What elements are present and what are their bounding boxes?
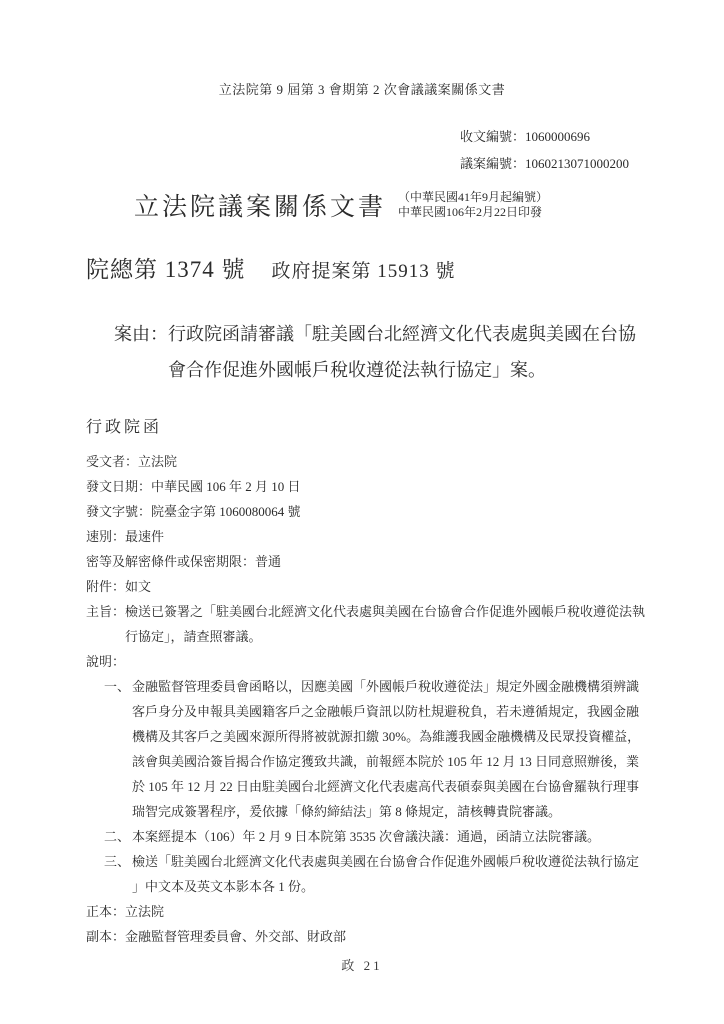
docket-row — [86, 251, 724, 284]
receipt-number: 收文編號：1060000696 — [460, 129, 591, 144]
text-line: 附件：如文 — [86, 579, 152, 594]
item-3-marker: 三、 — [104, 854, 131, 869]
text-line: 密等及解密條件或保密期限：普通 — [86, 554, 282, 569]
text-line: 行政院函請審議「駐美國台北經濟文化代表處與美國在台協 — [168, 324, 636, 344]
item-2-text — [132, 824, 724, 849]
bill-number: 議案編號：1060213071000200 — [460, 156, 630, 171]
text-line: 發文字號：院臺金字第 1060080064 號 — [86, 504, 301, 519]
explanation-item-3 — [104, 849, 724, 899]
case-subject — [114, 316, 724, 388]
text-line: 客戶身分及申報具美國籍客戶之金融帳戶資訊以防杜規避稅負，若未遵循規定，我國金融 — [132, 704, 640, 719]
text-line: 瑞智完成簽署程序，爰依據「條約締結法」第 8 條規定，請核轉貴院審議。 — [132, 804, 562, 819]
letter-subject-text — [125, 599, 724, 649]
explanation-item-2 — [104, 824, 724, 849]
text-line: 行協定」，請查照審議。 — [125, 629, 262, 644]
original-recipient: 正本：立法院 — [86, 904, 165, 919]
item-1-text — [132, 674, 724, 824]
text-line: 會合作促進外國帳戶稅收遵從法執行協定」案。 — [168, 360, 546, 380]
yuan-general-number: 院總第 1374 號 — [86, 257, 246, 282]
text-line: 該會與美國洽簽旨揭合作協定獲致共識，前報經本院於 105 年 12 月 13 日同意照辦後，業 — [132, 754, 640, 769]
text-line: 本案經提本（106）年 2 月 9 日本院第 3535 次會議決議：通過，函請立法院審議。 — [132, 829, 601, 844]
letter-heading: 行政院函 — [86, 419, 163, 436]
document-numbers — [460, 123, 724, 177]
text-line: 檢送「駐美國台北經濟文化代表處與美國在台協會合作促進外國帳戶稅收遵從法執行協定 — [132, 854, 640, 869]
letter-subject-label: 主旨： — [86, 604, 126, 619]
text-line: 受文者：立法院 — [86, 454, 178, 469]
government-proposal-number: 政府提案第 15913 號 — [271, 261, 456, 282]
page-footer: 政 21 — [341, 958, 383, 973]
text-line: 檢送已簽署之「駐美國台北經濟文化代表處與美國在台協會合作促進外國帳戶稅收遵從法執 — [125, 604, 646, 619]
case-subject-label: 案由： — [114, 324, 168, 344]
title-note — [398, 190, 548, 220]
text-line: 速別：最速件 — [86, 529, 165, 544]
explanation-label: 說明： — [86, 654, 126, 669]
session-header: 立法院第 9 屆第 3 會期第 2 次會議議案關係文書 — [218, 82, 506, 97]
text-line: 發文日期：中華民國 106 年 2 月 10 日 — [86, 479, 301, 494]
title-row — [134, 187, 724, 223]
text-line: 機構及其客戶之美國來源所得將被就源扣繳 30%。為維護我國金融機構及民眾投資權益， — [132, 729, 641, 744]
explanation-item-1 — [104, 674, 724, 824]
text-line: 」中文本及英文本影本各 1 份。 — [132, 879, 315, 894]
item-3-text — [132, 849, 724, 899]
item-1-marker: 一、 — [104, 679, 131, 694]
copy-recipients: 副本：金融監督管理委員會、外交部、財政部 — [86, 929, 347, 944]
text-line: 金融監督管理委員會函略以，因應美國「外國帳戶稅收遵從法」規定外國金融機構須辨識 — [132, 679, 640, 694]
case-subject-text — [168, 316, 724, 388]
letter-subject — [86, 599, 724, 649]
document-title: 立法院議案關係文書 — [134, 194, 387, 221]
item-2-marker: 二、 — [104, 829, 131, 844]
text-line: 於 105 年 12 月 22 日由駐美國台北經濟文化代表處高代表碩泰與美國在台協會羅執行理事 — [132, 779, 640, 794]
letter-meta-fields — [86, 449, 724, 599]
executive-yuan-letter — [0, 414, 724, 949]
explanation-items — [104, 674, 724, 899]
title-note-line1: （中華民國41年9月起編號） — [398, 190, 549, 204]
title-note-line2: 中華民國106年2月22日印發 — [398, 205, 543, 219]
